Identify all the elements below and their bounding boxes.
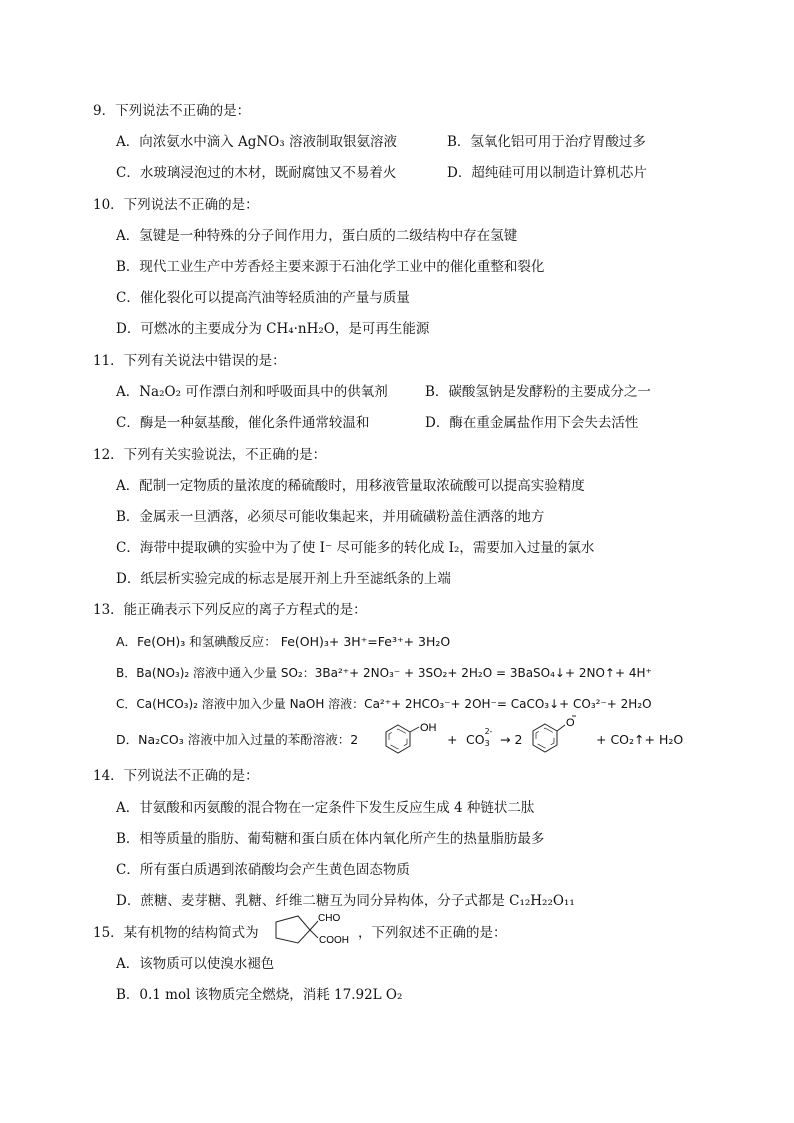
q14-stem: 14．下列说法不正确的是： — [93, 768, 259, 784]
q15-option-a: A．该物质可以使溴水褪色 — [116, 956, 275, 972]
q11-option-b: B．碳酸氢钠是发酵粉的主要成分之一 — [425, 384, 651, 400]
cooh-label: COOH — [319, 935, 349, 946]
q13-stem: 13．能正确表示下列反应的离子方程式的是： — [93, 602, 367, 618]
cho-bond — [310, 921, 318, 930]
carbonate-index: 2- 3 — [484, 727, 493, 748]
q10-option-c: C．催化裂化可以提高汽油等轻质油的产量与质量 — [116, 290, 410, 306]
q13-d-arrow: → 2 — [500, 732, 523, 747]
q13-d-carbonate — [466, 727, 495, 749]
q15-stem-prefix: 15．某有机物的结构简式为 — [93, 925, 259, 941]
cyclopentane-structure — [268, 908, 358, 950]
q9-option-d: D．超纯硅可用以制造计算机芯片 — [447, 165, 647, 181]
q14-option-c: C．所有蛋白质遇到浓硝酸均会产生黄色固态物质 — [116, 862, 410, 878]
q13-d-suffix: + CO₂↑+ H₂O — [596, 732, 684, 747]
q13-option-d-prefix: D．Na₂CO₃ 溶液中加入过量的苯酚溶液：2 — [116, 732, 359, 747]
q13-option-b: B．Ba(NO₃)₂ 溶液中通入少量 SO₂：3Ba²⁺+ 2NO₃⁻ + 3SO₂+ 2H₂O = 3BaSO₄↓+ 2NO↑+ 4H⁺ — [116, 666, 652, 680]
cho-label: CHO — [318, 913, 341, 924]
q12-option-d: D．纸层析实验完成的标志是展开剂上升至滤纸条的上端 — [116, 571, 451, 587]
q13-option-a: A．Fe(OH)₃ 和氢碘酸反应： Fe(OH)₃+ 3H⁺=Fe³⁺+ 3H₂O — [116, 634, 451, 649]
q14-option-b: B．相等质量的脂肪、葡萄糖和蛋白质在体内氧化所产生的热量脂肪最多 — [116, 831, 545, 847]
benzene-ring-inner — [389, 729, 407, 749]
phenoxide-ring-inner — [536, 728, 554, 748]
carbonate-label: CO — [466, 732, 485, 747]
q13-option-c: C．Ca(HCO₃)₂ 溶液中加入少量 NaOH 溶液：Ca²⁺+ 2HCO₃⁻+ 2OH⁻= CaCO₃↓+ CO₃²⁻+ 2H₂O — [116, 697, 652, 711]
cooh-bond — [310, 930, 318, 938]
q11-option-c: C．酶是一种氨基酸，催化条件通常较温和 — [116, 415, 370, 431]
phenol-oh-label: OH — [420, 722, 437, 734]
q12-stem: 12．下列有关实验说法，不正确的是： — [93, 447, 327, 463]
q11-option-d: D．酶在重金属盐作用下会失去活性 — [425, 415, 639, 431]
phenol-structure — [383, 720, 443, 760]
q14-option-d: D．蔗糖、麦芽糖、乳糖、纤维二糖互为同分异构体，分子式都是 C₁₂H₂₂O₁₁ — [116, 893, 575, 909]
q9-option-b: B．氢氧化铝可用于治疗胃酸过多 — [447, 134, 646, 150]
q10-option-a: A．氢键是一种特殊的分子间作用力，蛋白质的二级结构中存在氢键 — [116, 228, 518, 244]
q15-option-b: B．0.1 mol 该物质完全燃烧，消耗 17.92L O₂ — [116, 987, 403, 1003]
cyclopentane-ring — [276, 916, 310, 943]
q11-option-a: A．Na₂O₂ 可作漂白剂和呼吸面具中的供氧剂 — [116, 384, 388, 400]
phenoxide-o-label: O — [566, 717, 575, 729]
q9-stem: 9．下列说法不正确的是： — [93, 103, 251, 119]
q15-stem-suffix: ，下列叙述不正确的是： — [358, 925, 507, 941]
q11-stem: 11．下列有关说法中错误的是： — [93, 353, 286, 369]
q14-option-a: A．甘氨酸和丙氨酸的混合物在一定条件下发生反应生成 4 种链状二肽 — [116, 800, 535, 816]
q10-stem: 10．下列说法不正确的是： — [93, 197, 259, 213]
phenoxide-structure — [530, 712, 590, 760]
q12-option-b: B．金属汞一旦洒落，必须尽可能收集起来，并用硫磺粉盖住洒落的地方 — [116, 509, 545, 525]
q9-option-a: A．向浓氨水中滴入 AgNO₃ 溶液制取银氨溶液 — [116, 134, 398, 150]
q10-option-d: D．可燃冰的主要成分为 CH₄·nH₂O，是可再生能源 — [116, 321, 430, 337]
oh-bond — [410, 727, 419, 732]
o-bond — [557, 725, 565, 731]
q12-option-a: A．配制一定物质的量浓度的稀硫酸时，用移液管量取浓硫酸可以提高实验精度 — [116, 478, 585, 494]
q13-d-plus: + — [447, 732, 458, 747]
q9-option-c: C．水玻璃浸泡过的木材，既耐腐蚀又不易着火 — [116, 165, 397, 181]
q10-option-b: B．现代工业生产中芳香烃主要来源于石油化学工业中的催化重整和裂化 — [116, 259, 545, 275]
q12-option-c: C．海带中提取碘的实验中为了使 I⁻ 尽可能多的转化成 I₂，需要加入过量的氯水 — [116, 540, 595, 556]
